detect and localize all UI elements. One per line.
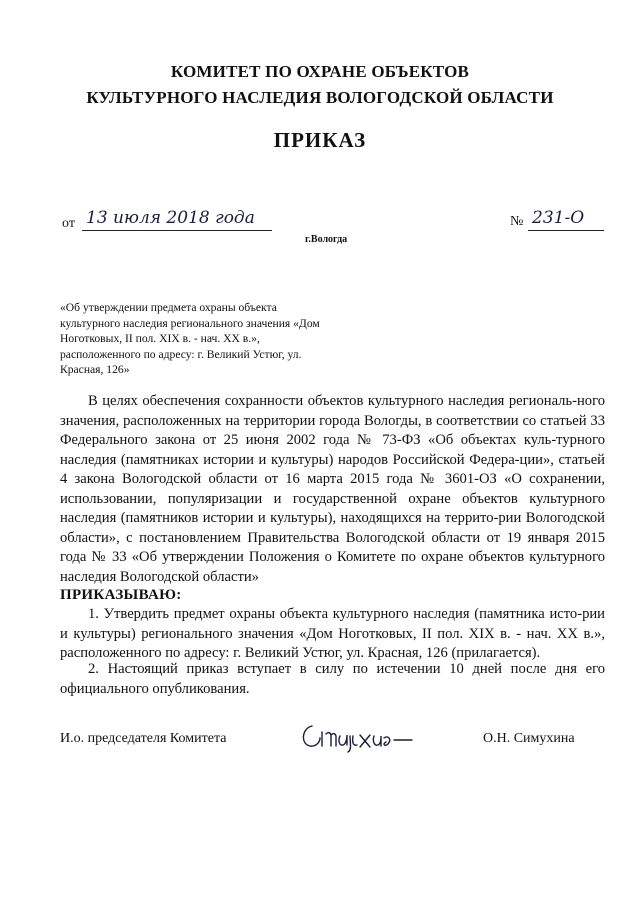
order-subject: «Об утверждении предмета охраны объекта культурного наследия регионального значения «Дом Ноготковых, II пол. XIX в. - нач. XX в.», расположенного по адресу: г. Великий Устюг, ул. Красная, 126»: [60, 301, 320, 377]
number-prefix: №: [510, 214, 524, 229]
order-item-1: 1. Утвердить предмет охраны объекта культурного наследия (памятника исто-рии и культуры) регионального значения «Дом Ноготковых, II пол. XIX в. - нач. XX в.», расположенного по адресу: г. Великий Устюг, ул. Красная, 126 (прилагается).: [60, 606, 605, 661]
committee-name-line-1: КОМИТЕТ ПО ОХРАНЕ ОБЪЕКТОВ: [170, 62, 470, 81]
order-word: ПРИКАЗЫВАЮ:: [60, 587, 182, 603]
city-label: г.Вологда: [305, 234, 348, 245]
signature-icon: [298, 718, 428, 754]
signatory-position: И.о. председателя Комитета: [60, 731, 227, 746]
preamble-paragraph: В целях обеспечения сохранности объектов культурного наследия региональ-ного значения, расположенных на территории города Вологды, в соответствии со статьей 33 Федерального закона от 25 июня 2002 года № 73-ФЗ «Об объектах куль-турного наследия (памятниках истории и культуры) народов Российской Федера-ции», статьей 4 закона Вологодской области от 16 марта 2015 года № 3601-ОЗ «О сохранении, использовании, популяризации и государственной охране объектов культурного наследия (памятников истории и культуры), находящихся на террито-рии Вологодской области», с постановлением Правительства Вологодской области от 19 января 2015 года № 33 «Об утверждении Положения о Комитете по охране объектов культурного наследия Вологодской области»: [60, 393, 605, 585]
number-underline: [528, 230, 604, 231]
order-item-2: 2. Настоящий приказ вступает в силу по истечении 10 дней после дня его официального опубликования.: [60, 661, 605, 697]
date-underline: [82, 230, 272, 231]
handwritten-signature: [298, 718, 428, 759]
date-prefix: от: [62, 216, 75, 231]
handwritten-date: 13 июля 2018 года: [86, 208, 255, 228]
document-title: ПРИКАЗ: [273, 128, 367, 152]
signatory-name: О.Н. Симухина: [483, 731, 575, 746]
committee-name-line-2: КУЛЬТУРНОГО НАСЛЕДИЯ ВОЛОГОДСКОЙ ОБЛАСТИ: [86, 88, 554, 107]
handwritten-number: 231-О: [532, 208, 585, 228]
